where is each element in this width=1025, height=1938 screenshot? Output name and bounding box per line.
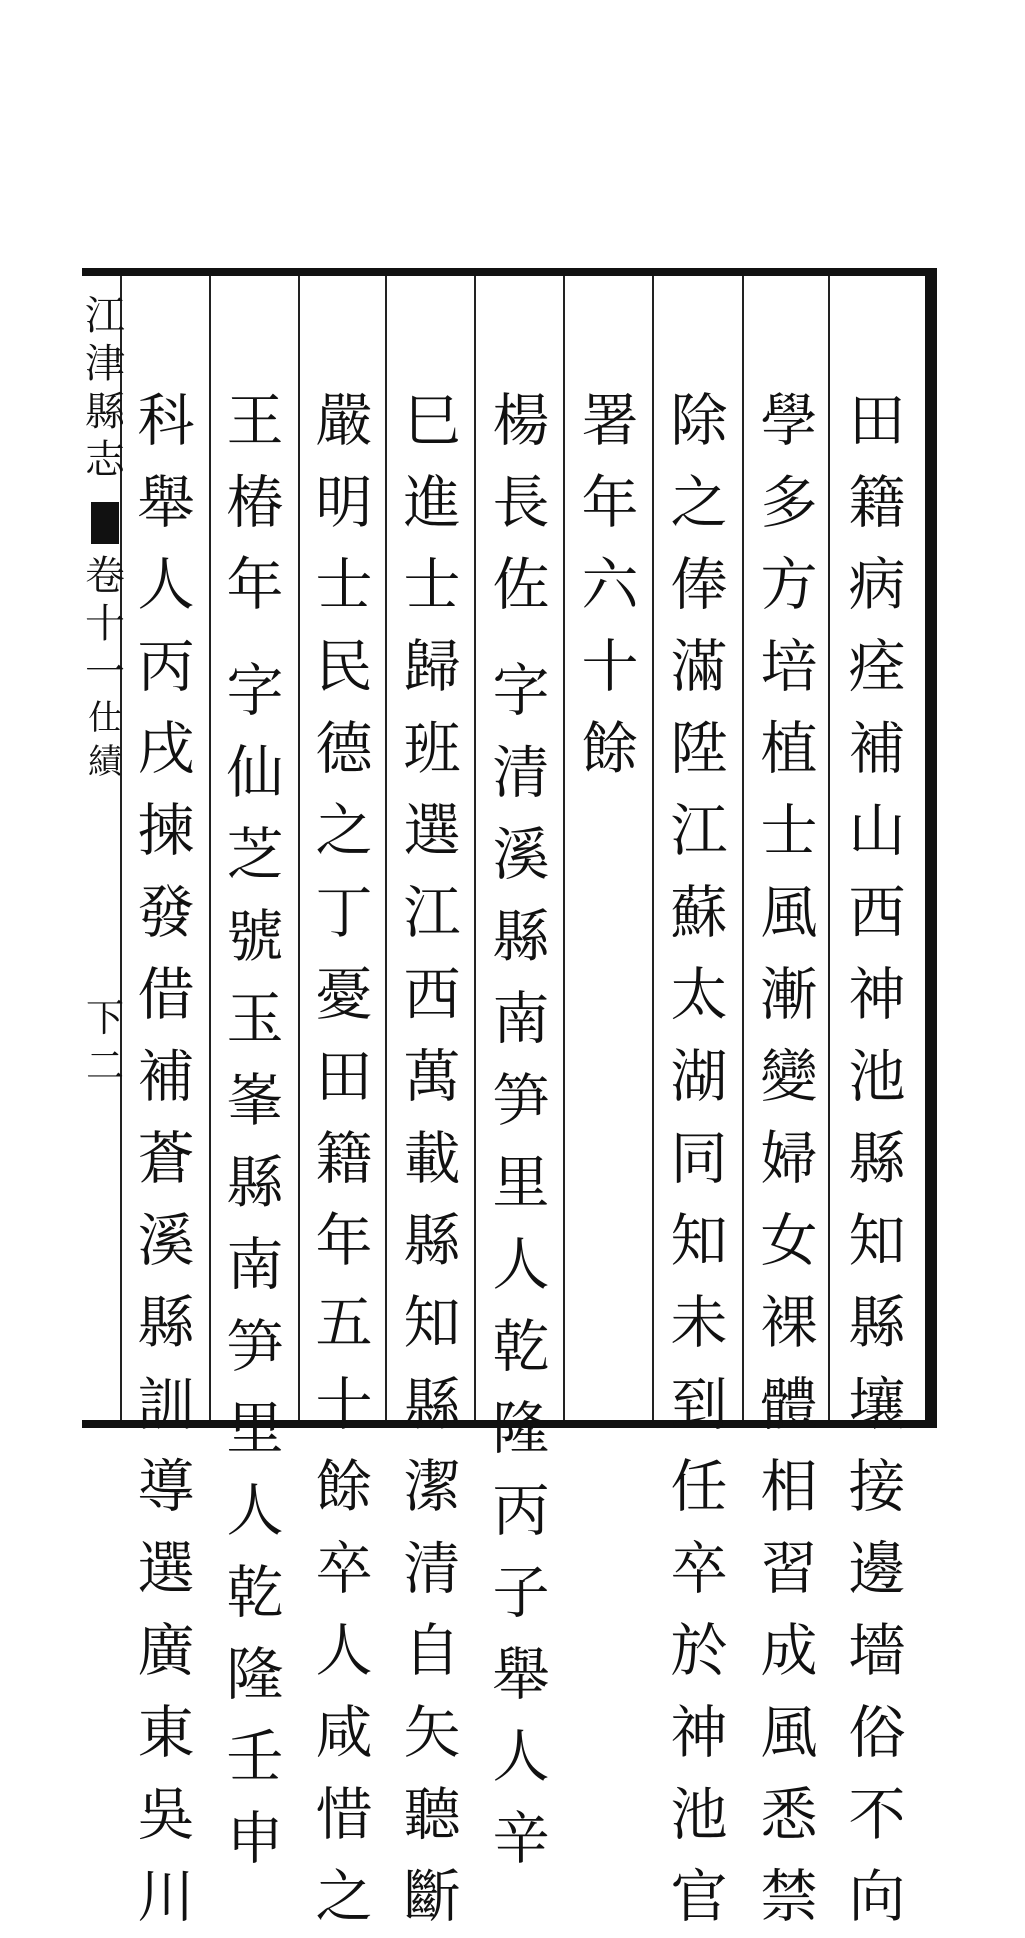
glyph: 峯 <box>226 1068 284 1134</box>
glyph: 選 <box>403 798 461 864</box>
column-rule <box>474 276 476 1420</box>
glyph: 憂 <box>315 962 373 1028</box>
glyph: 蘇 <box>670 880 728 946</box>
glyph: 進 <box>403 470 461 536</box>
glyph: 士 <box>315 552 373 618</box>
glyph: 縣 <box>226 1150 284 1216</box>
glyph: 導 <box>137 1454 195 1520</box>
glyph: 辛 <box>492 1806 550 1872</box>
glyph: 山 <box>848 798 906 864</box>
glyph: 滿 <box>670 634 728 700</box>
glyph: 自 <box>403 1618 461 1684</box>
glyph: 不 <box>848 1782 906 1848</box>
glyph: 椿 <box>226 470 284 536</box>
glyph: 川 <box>137 1864 195 1930</box>
text-column-2 <box>752 380 826 1938</box>
text-column-6 <box>395 380 469 1938</box>
glyph: 清 <box>403 1536 461 1602</box>
column-rule <box>385 276 387 1420</box>
glyph: 池 <box>848 1044 906 1110</box>
frame-right-border <box>925 268 937 1428</box>
glyph: 借 <box>137 962 195 1028</box>
glyph: 揀 <box>137 798 195 864</box>
glyph: 仙 <box>226 740 284 806</box>
glyph: 田 <box>848 388 906 454</box>
glyph: 二 <box>86 1044 125 1088</box>
glyph: 女 <box>760 1208 818 1274</box>
glyph: 任 <box>670 1454 728 1520</box>
glyph: 學 <box>760 388 818 454</box>
glyph: 子 <box>492 1560 550 1626</box>
glyph: 餘 <box>581 716 639 782</box>
glyph: 舉 <box>137 470 195 536</box>
text-column-3 <box>662 380 736 1938</box>
glyph: 西 <box>403 962 461 1028</box>
glyph: 績 <box>88 742 122 782</box>
glyph: 縣 <box>403 1372 461 1438</box>
glyph: 南 <box>492 986 550 1052</box>
volume-label <box>85 552 125 696</box>
glyph: 俗 <box>848 1700 906 1766</box>
glyph: 神 <box>848 962 906 1028</box>
glyph: 科 <box>137 388 195 454</box>
glyph: 同 <box>670 1126 728 1192</box>
glyph: 王 <box>226 388 284 454</box>
text-column-7 <box>307 380 381 1938</box>
glyph: 長 <box>492 470 550 536</box>
glyph: 津 <box>85 341 125 387</box>
glyph: 人 <box>226 1478 284 1544</box>
column-rule <box>209 276 211 1420</box>
glyph: 卒 <box>670 1536 728 1602</box>
glyph: 江 <box>670 798 728 864</box>
glyph: 班 <box>403 716 461 782</box>
glyph: 卒 <box>315 1536 373 1602</box>
glyph: 植 <box>760 716 818 782</box>
glyph: 邊 <box>848 1536 906 1602</box>
page-number <box>86 994 124 1090</box>
glyph: 籍 <box>315 1126 373 1192</box>
glyph: 風 <box>760 880 818 946</box>
glyph: 俸 <box>670 552 728 618</box>
glyph: 縣 <box>137 1290 195 1356</box>
glyph: 未 <box>670 1290 728 1356</box>
glyph: 培 <box>760 634 818 700</box>
glyph: 向 <box>848 1864 906 1930</box>
glyph: 知 <box>403 1290 461 1356</box>
glyph: 年 <box>226 552 284 618</box>
text-column-9 <box>129 380 203 1938</box>
text-column-4 <box>573 380 647 790</box>
glyph: 補 <box>137 1044 195 1110</box>
glyph: 字 <box>492 658 550 724</box>
glyph: 玉 <box>226 986 284 1052</box>
glyph: 芝 <box>226 822 284 888</box>
column-rule <box>828 276 830 1420</box>
glyph: 東 <box>137 1700 195 1766</box>
glyph: 除 <box>670 388 728 454</box>
glyph: 隆 <box>226 1642 284 1708</box>
glyph: 六 <box>581 552 639 618</box>
glyph: 縣 <box>848 1290 906 1356</box>
book-title <box>85 292 125 484</box>
glyph: 西 <box>848 880 906 946</box>
glyph: 丁 <box>315 880 373 946</box>
glyph: 申 <box>226 1806 284 1872</box>
glyph: 方 <box>760 552 818 618</box>
person-record-wang <box>227 650 284 1880</box>
glyph: 接 <box>848 1454 906 1520</box>
glyph: 萬 <box>403 1044 461 1110</box>
glyph: 丙 <box>137 634 195 700</box>
glyph: 隆 <box>492 1396 550 1462</box>
glyph: 池 <box>670 1782 728 1848</box>
column-rule <box>742 276 744 1420</box>
glyph: 廣 <box>137 1618 195 1684</box>
glyph: 神 <box>670 1700 728 1766</box>
glyph: 志 <box>85 437 125 483</box>
glyph: 縣 <box>492 904 550 970</box>
glyph: 民 <box>315 634 373 700</box>
glyph: 知 <box>670 1208 728 1274</box>
glyph: 下 <box>86 996 125 1040</box>
glyph: 知 <box>848 1208 906 1274</box>
glyph: 蒼 <box>137 1126 195 1192</box>
glyph: 習 <box>760 1536 818 1602</box>
glyph: 楊 <box>492 388 550 454</box>
glyph: 成 <box>760 1618 818 1684</box>
glyph: 五 <box>315 1290 373 1356</box>
glyph: 之 <box>315 1864 373 1930</box>
glyph: 一 <box>85 649 125 695</box>
glyph: 人 <box>315 1618 373 1684</box>
person-record-yang <box>493 650 550 1880</box>
glyph: 病 <box>848 552 906 618</box>
glyph: 人 <box>492 1232 550 1298</box>
glyph: 悉 <box>760 1782 818 1848</box>
glyph: 籍 <box>848 470 906 536</box>
text-column-8 <box>218 380 292 1880</box>
glyph: 笋 <box>492 1068 550 1134</box>
glyph: 縣 <box>848 1126 906 1192</box>
glyph: 仕 <box>88 698 122 738</box>
glyph: 乾 <box>492 1314 550 1380</box>
glyph: 之 <box>670 470 728 536</box>
glyph: 卷 <box>85 553 125 599</box>
glyph: 士 <box>403 552 461 618</box>
text-column-1 <box>840 380 914 1938</box>
glyph: 清 <box>492 740 550 806</box>
glyph: 變 <box>760 1044 818 1110</box>
glyph: 縣 <box>403 1208 461 1274</box>
glyph: 餘 <box>315 1454 373 1520</box>
fishtail-mark <box>91 502 119 544</box>
glyph: 矢 <box>403 1700 461 1766</box>
glyph: 壬 <box>226 1724 284 1790</box>
glyph: 太 <box>670 962 728 1028</box>
glyph: 潔 <box>403 1454 461 1520</box>
glyph: 禁 <box>760 1864 818 1930</box>
glyph: 德 <box>315 716 373 782</box>
glyph: 於 <box>670 1618 728 1684</box>
column-rule <box>563 276 565 1420</box>
glyph: 之 <box>315 798 373 864</box>
glyph: 斷 <box>403 1864 461 1930</box>
glyph: 惜 <box>315 1782 373 1848</box>
glyph: 丙 <box>492 1478 550 1544</box>
glyph: 墻 <box>848 1618 906 1684</box>
glyph: 痊 <box>848 634 906 700</box>
text-column-5 <box>484 380 558 1880</box>
glyph: 選 <box>137 1536 195 1602</box>
glyph: 笋 <box>226 1314 284 1380</box>
glyph: 字 <box>226 658 284 724</box>
section-label <box>88 696 122 784</box>
glyph: 溪 <box>137 1208 195 1274</box>
glyph: 戌 <box>137 716 195 782</box>
glyph: 江 <box>85 293 125 339</box>
glyph: 載 <box>403 1126 461 1192</box>
column-rule <box>298 276 300 1420</box>
glyph: 多 <box>760 470 818 536</box>
glyph: 吳 <box>137 1782 195 1848</box>
glyph: 陞 <box>670 716 728 782</box>
glyph: 署 <box>581 388 639 454</box>
glyph: 南 <box>226 1232 284 1298</box>
page-gutter <box>85 292 125 1090</box>
person-name-wang-chunnian <box>227 380 284 626</box>
glyph: 縣 <box>85 389 125 435</box>
glyph: 相 <box>760 1454 818 1520</box>
glyph: 發 <box>137 880 195 946</box>
glyph: 巳 <box>403 388 461 454</box>
glyph: 溪 <box>492 822 550 888</box>
glyph: 人 <box>137 552 195 618</box>
glyph: 十 <box>581 634 639 700</box>
glyph: 十 <box>85 601 125 647</box>
glyph: 歸 <box>403 634 461 700</box>
glyph: 江 <box>403 880 461 946</box>
glyph: 田 <box>315 1044 373 1110</box>
glyph: 壤 <box>848 1372 906 1438</box>
glyph: 年 <box>315 1208 373 1274</box>
glyph: 里 <box>492 1150 550 1216</box>
glyph: 十 <box>315 1372 373 1438</box>
glyph: 風 <box>760 1700 818 1766</box>
glyph: 訓 <box>137 1372 195 1438</box>
glyph: 聽 <box>403 1782 461 1848</box>
glyph: 補 <box>848 716 906 782</box>
glyph: 裸 <box>760 1290 818 1356</box>
glyph: 佐 <box>492 552 550 618</box>
glyph: 婦 <box>760 1126 818 1192</box>
glyph: 官 <box>670 1864 728 1930</box>
person-name-yang-changzuo <box>493 380 550 626</box>
glyph: 漸 <box>760 962 818 1028</box>
glyph: 乾 <box>226 1560 284 1626</box>
glyph: 號 <box>226 904 284 970</box>
column-rule <box>652 276 654 1420</box>
glyph: 士 <box>760 798 818 864</box>
glyph: 年 <box>581 470 639 536</box>
glyph: 嚴 <box>315 388 373 454</box>
glyph: 舉 <box>492 1642 550 1708</box>
glyph: 人 <box>492 1724 550 1790</box>
glyph: 到 <box>670 1372 728 1438</box>
frame-top-border <box>82 268 937 276</box>
glyph: 里 <box>226 1396 284 1462</box>
glyph: 湖 <box>670 1044 728 1110</box>
glyph: 明 <box>315 470 373 536</box>
glyph: 咸 <box>315 1700 373 1766</box>
glyph: 體 <box>760 1372 818 1438</box>
